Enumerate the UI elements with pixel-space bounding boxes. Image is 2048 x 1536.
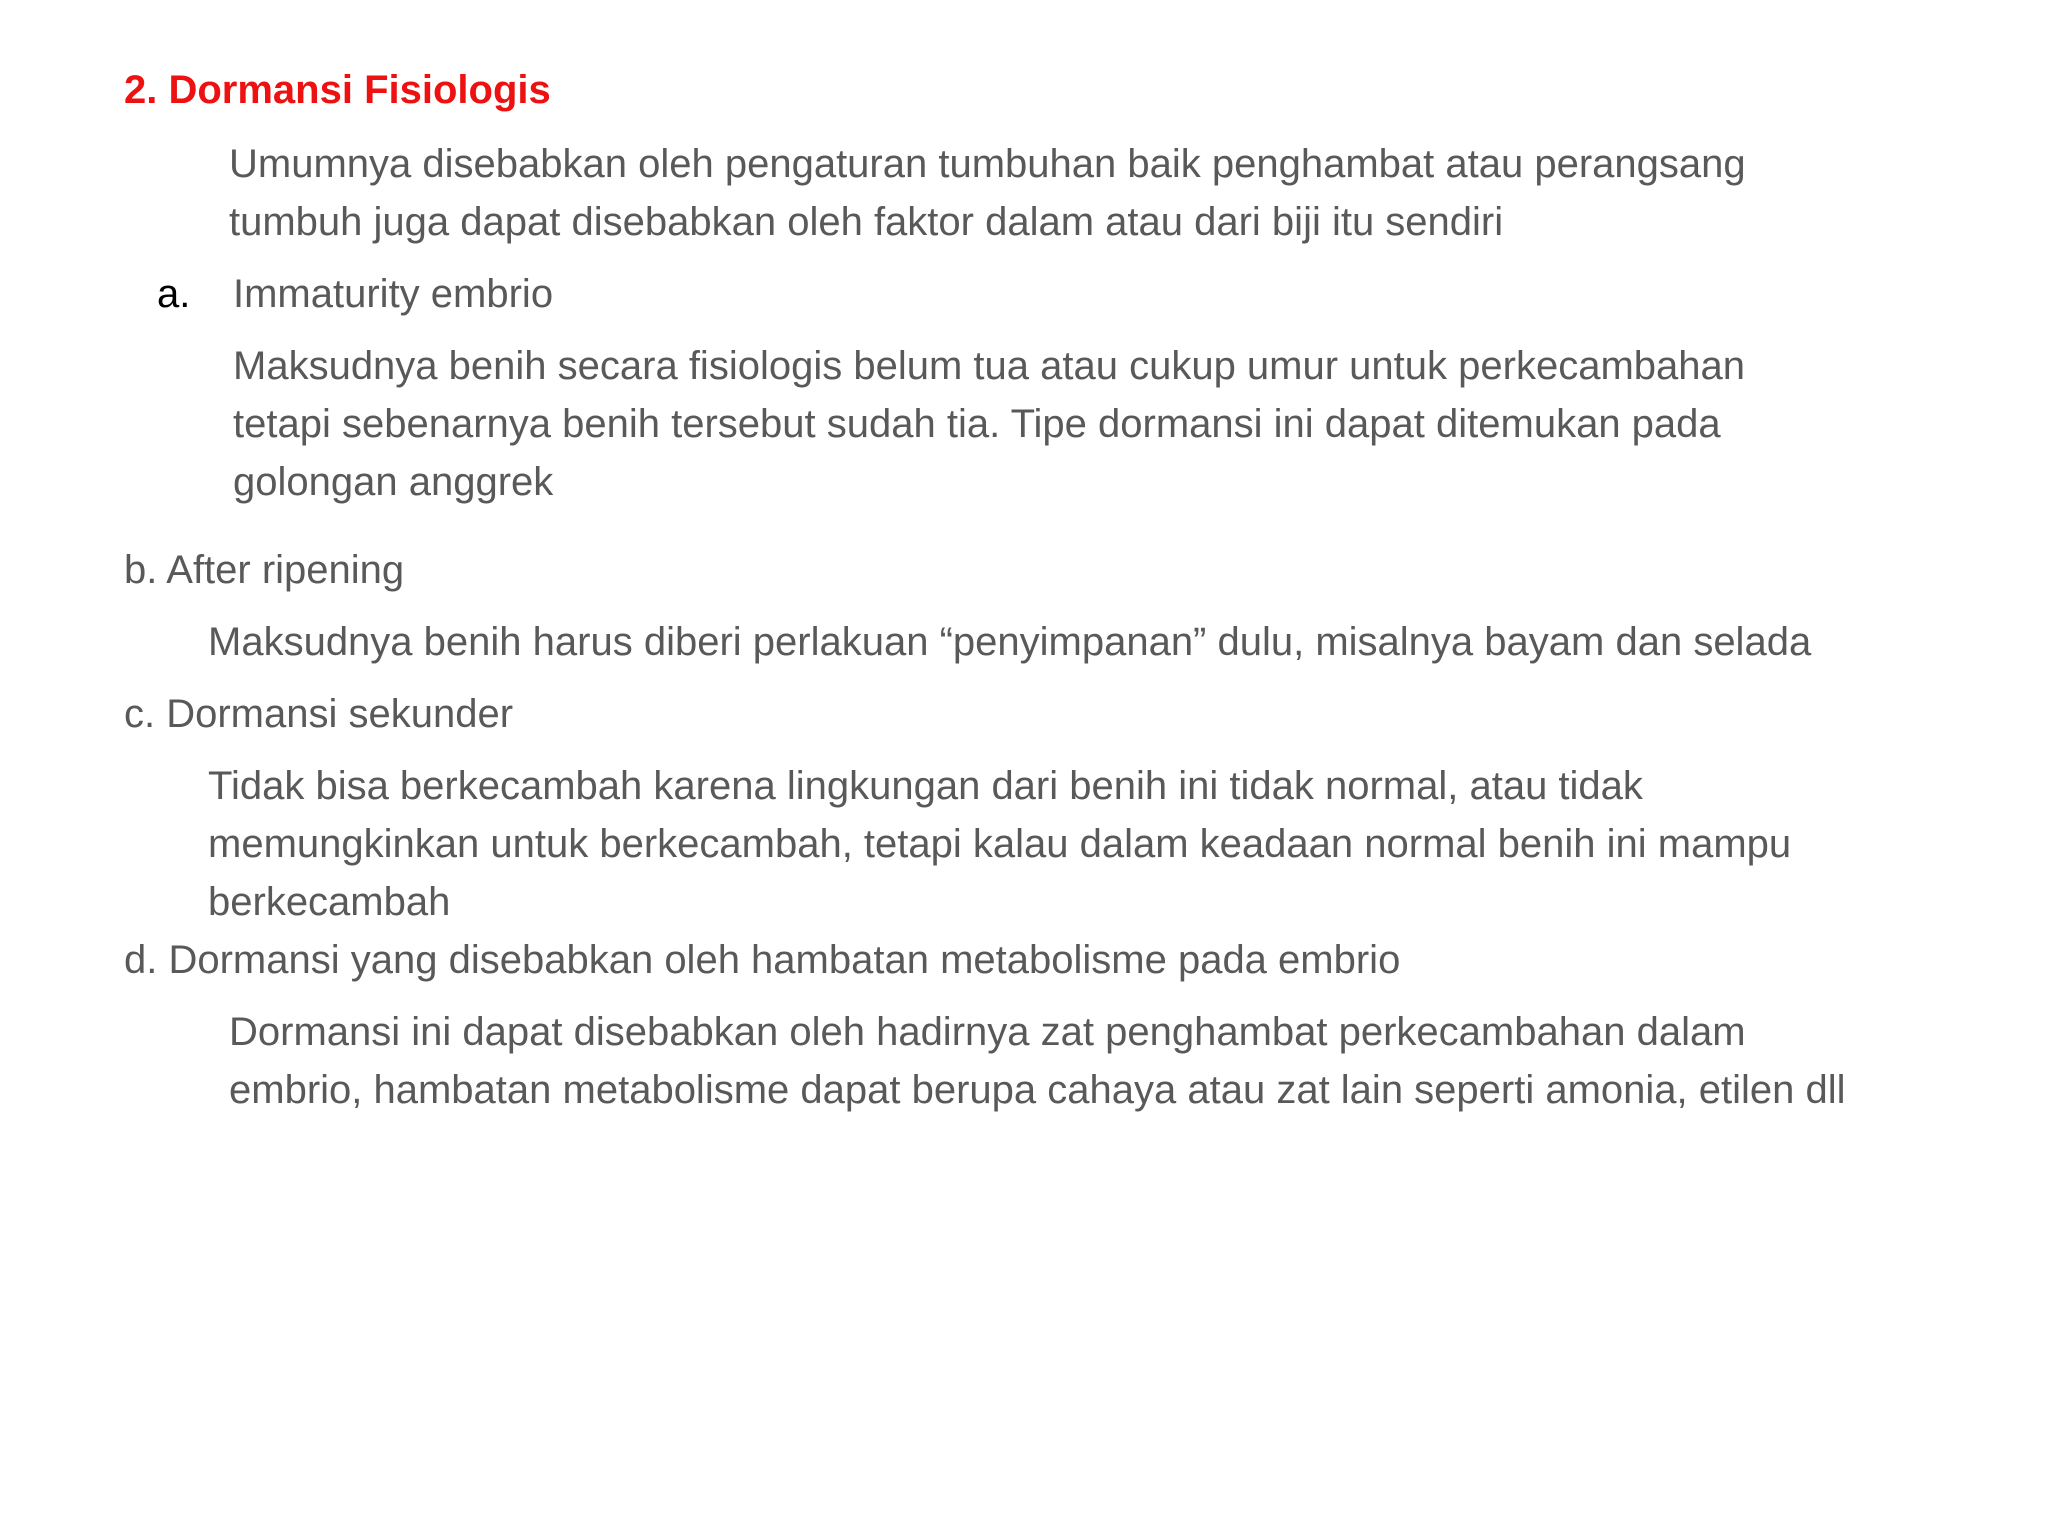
item-a-line-1: Maksudnya benih secara fisiologis belum tua atau cukup umur untuk perkecambahan (233, 344, 1745, 388)
item-b-title: b. After ripening (124, 548, 405, 592)
intro-line-2: tumbuh juga dapat disebabkan oleh faktor dalam atau dari biji itu sendiri (229, 200, 1504, 244)
item-d-line-1: Dormansi ini dapat disebabkan oleh hadirnya zat penghambat perkecambahan dalam (229, 1010, 1746, 1054)
item-c-line-2: memungkinkan untuk berkecambah, tetapi kalau dalam keadaan normal benih ini mampu (208, 822, 1792, 866)
item-c-title: c. Dormansi sekunder (124, 692, 514, 736)
section-heading: 2. Dormansi Fisiologis (124, 68, 551, 112)
item-c-line-3: berkecambah (208, 880, 451, 924)
item-b-line-1: Maksudnya benih harus diberi perlakuan “penyimpanan” dulu, misalnya bayam dan selada (208, 620, 1812, 664)
item-d-line-2: embrio, hambatan metabolisme dapat berupa cahaya atau zat lain seperti amonia, etilen dll (229, 1068, 1846, 1112)
item-c-line-1: Tidak bisa berkecambah karena lingkungan dari benih ini tidak normal, atau tidak (208, 764, 1643, 808)
item-a-line-3: golongan anggrek (233, 460, 554, 504)
item-a-marker: a. (157, 272, 191, 316)
intro-line-1: Umumnya disebabkan oleh pengaturan tumbuhan baik penghambat atau perangsang (229, 142, 1746, 186)
item-d-title: d. Dormansi yang disebabkan oleh hambatan metabolisme pada embrio (124, 938, 1401, 982)
item-a-title: Immaturity embrio (233, 272, 554, 316)
item-a-line-2: tetapi sebenarnya benih tersebut sudah tia. Tipe dormansi ini dapat ditemukan pada (233, 402, 1721, 446)
